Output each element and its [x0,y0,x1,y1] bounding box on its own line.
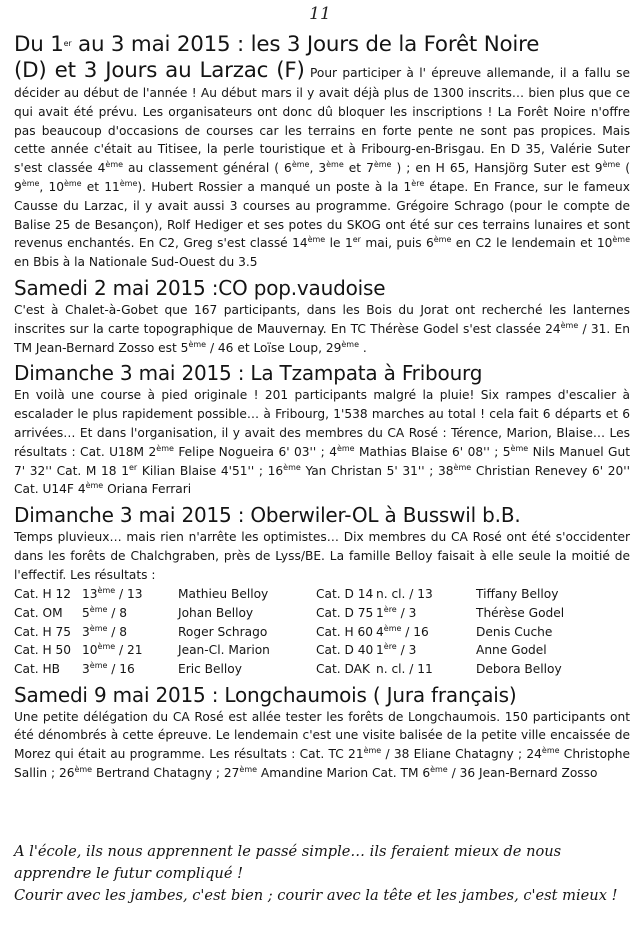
ordinal-suffix: ère [383,604,397,614]
text-run: et 7 [343,161,374,176]
table-cell [316,660,376,679]
text-run: le 1 [325,236,353,251]
section-title-co-pop-vaudoise: Samedi 2 mai 2015 :CO pop.vaudoise [14,275,386,300]
text-run: Pour participer à l' épreuve allemande, il a fallu se décider au début de l'année ! Au début mars il y avait déjà plus de 1300 inscrits… bien plus que ce qui avait été prévu. Les organisateurs ont donc dû bloquer les inscriptions ! La Forêt Noire n'offre pas beaucoup d'occasions de courses car les terrains en forte pente ne sont pas propices. Mais cette année c'était au Titisee, la perle touristique et à Fribourg-en-Brisgau. En D 35, Valérie Suter s'est classée 4 [14,66,630,176]
text-run: C'est à Chalet-à-Gobet que 167 participants, dans les Bois du Jorat ont recherché les lanternes inscrites sur la carte topographique de Mauvernay. En TC Thérèse Godel s'est classée 24 [14,302,630,336]
table-row [14,622,564,641]
section-body-longchaumois [14,708,630,783]
text-run: ( 9 [14,161,630,194]
results-table [14,585,564,679]
ordinal-suffix: ème [63,178,82,188]
cell-text: Cat. H 60 [316,624,374,639]
table-cell [14,660,82,679]
ordinal-suffix: ère [411,178,425,188]
ordinal-suffix: ème [307,235,326,245]
ordinal-suffix: ème [363,746,382,756]
table-cell [476,622,564,641]
ordinal-suffix: ème [97,585,116,595]
table-cell [376,585,476,604]
ordinal-suffix: ème [326,160,344,170]
title-sup: er [63,39,72,48]
cell-text: / 8 [107,605,128,620]
cell-text: Anne Godel [476,643,547,658]
ordinal-suffix: ème [373,160,392,170]
cell-text: Cat. D 14 [316,586,374,601]
text-run: en Bbis à la Nationale Sud-Ouest du 3.5 [14,255,258,270]
ordinal-suffix: ème [188,339,207,349]
cell-text: n. cl. [376,586,406,601]
ordinal-suffix: ème [541,746,560,756]
ordinal-suffix: ème [89,604,108,614]
table-cell [82,585,178,604]
ordinal-suffix: ème [156,443,174,453]
cell-text: Cat. DAK [316,662,371,677]
text-run: , 10 [39,179,64,194]
ordinal-suffix: er [128,462,138,472]
cell-text: / 11 [405,662,433,677]
cell-text: Thérèse Godel [476,605,565,620]
table-cell [14,603,82,622]
cell-text: 3 [82,624,90,639]
body-text [14,710,630,780]
page-number: 11 [309,4,331,24]
section-title-tzampata: Dimanche 3 mai 2015 : La Tzampata à Fribourg [14,361,483,386]
ordinal-suffix: ème [510,443,529,453]
ordinal-suffix: ème [89,661,108,671]
ordinal-suffix: ème [105,160,124,170]
text-run: Kilian Blaise 4'51'' ; 16 [137,463,284,478]
title-part: Du 1 [14,32,64,57]
table-cell [14,622,82,641]
text-run: Yan Christan 5' 31'' ; 38 [300,463,454,478]
cell-text: Denis Cuche [476,624,553,639]
text-run: , 3 [309,161,327,176]
text-run: Bertrand Chatagny ; 27 [92,765,240,780]
cell-text: Cat. H 75 [14,624,72,639]
text-run: / 46 et Loïse Loup, 29 [206,340,342,355]
body-text [14,303,630,355]
table-row [14,641,564,660]
section-title-larzac: (D) et 3 Jours au Larzac (F) [14,58,305,83]
text-run: Christian Renevey 6' 20'' Cat. U14F 4 [14,463,630,497]
text-run: / 38 Eliane Chatagny ; 24 [381,747,542,762]
table-cell [476,660,564,679]
text-run: étape. En France, sur le fameux Causse du Larzac, il y avait aussi 3 courses au programme. Grégoire Schrago (pour le compte de Balise 25 de Besançon), Rolf Hediger et ses potes du SKOG ont été sur ces terrains lunaires et sont revenus enchantés. En C2, Greg s'est classé 14 [14,179,630,251]
ordinal-suffix: ère [383,642,397,652]
table-cell [476,641,564,660]
body-text [14,388,630,496]
cell-text: Cat. H 50 [14,643,72,658]
table-cell [14,641,82,660]
cell-text: 5 [82,605,90,620]
section-title-black-forest [14,32,630,58]
cell-text: / 16 [107,662,135,677]
text-run: / 36 Jean-Bernard Zosso [447,765,598,780]
section-body-black-forest [14,58,630,272]
text-run: mai, puis 6 [360,236,434,251]
ordinal-suffix: ème [602,160,621,170]
cell-text: / 3 [396,605,417,620]
section-body-co-pop-vaudoise [14,301,630,357]
text-run: . [359,340,367,355]
text-run: Felipe Nogueira 6' 03'' ; 4 [173,444,337,459]
article-content [14,32,630,783]
table-row [14,660,564,679]
ordinal-suffix: ème [89,623,108,633]
text-run: et 11 [81,179,120,194]
text-run: Une petite délégation du CA Rosé est allée tester les forêts de Longchaumois. 150 participants ont été dénombrés à cette épreuve. Le lendemain c'est une visite balisée de la petite ville encaissée de Morez qui était au programme. Les résultats : Cat. TC 21 [14,709,630,762]
section-body-tzampata [14,386,630,499]
table-cell [316,585,376,604]
ordinal-suffix: ème [74,764,93,774]
ordinal-suffix: ème [239,764,258,774]
text-run: Amandine Marion Cat. TM 6 [257,765,431,780]
cell-text: / 21 [115,643,143,658]
ordinal-suffix: ème [85,481,104,491]
quote-line: Courir avec les jambes, c'est bien ; courir avec la tête et les jambes, c'est mieux ! [14,887,618,904]
text-run: En voilà une course à pied originale ! 201 participants malgré la pluie! Six rampes d'escalier à escalader le plus rapidement possible… à Fribourg, 1'538 marches au total ! cela fait 6 départs et 6 arrivées… Et dans l'organisation, il y avait des membres du CA Rosé : Térence, Marion, Blaise… Les résultats : Cat. U18M 2 [14,388,630,459]
text-run: Mathias Blaise 6' 08'' ; 5 [354,444,511,459]
cell-text: Cat. H 12 [14,586,72,601]
cell-text: Roger Schrago [178,624,268,639]
ordinal-suffix: er [352,235,361,245]
cell-text: / 13 [405,586,433,601]
ordinal-suffix: ème [291,160,310,170]
quote-line: apprendre le futur compliqué ! [14,865,243,882]
ordinal-suffix: ème [560,320,579,330]
cell-text: Cat. OM [14,605,63,620]
closing-quote [14,841,630,907]
text-run: ) ; en H 65, Hansjörg Suter est 9 [391,161,603,176]
table-cell [316,622,376,641]
table-cell [376,641,476,660]
cell-text: n. cl. [376,662,406,677]
table-cell [316,641,376,660]
table-cell [82,622,178,641]
cell-text: Mathieu Belloy [178,586,269,601]
cell-text: Debora Belloy [476,662,562,677]
cell-text: 1 [376,605,384,620]
title-part: au 3 mai 2015 : les 3 Jours de la Forêt Noire [71,32,540,57]
text-run: ). Hubert Rossier a manqué un poste à la 1 [137,179,412,194]
table-cell [82,603,178,622]
table-cell [376,660,476,679]
table-cell [82,641,178,660]
cell-text: Cat. D 75 [316,605,374,620]
ordinal-suffix: ème [336,443,355,453]
table-cell [376,603,476,622]
cell-text: 10 [82,643,98,658]
text-run: en C2 le lendemain et 10 [451,236,613,251]
table-cell [476,603,564,622]
section-title-oberwiler: Dimanche 3 mai 2015 : Oberwiler-OL à Busswil b.B. [14,503,521,528]
cell-text: Johan Belloy [178,605,254,620]
cell-text: Tiffany Belloy [476,586,559,601]
table-cell [178,585,316,604]
table-cell [376,622,476,641]
section-title-longchaumois: Samedi 9 mai 2015 : Longchaumois ( Jura français) [14,682,517,707]
ordinal-suffix: ème [383,623,402,633]
text-run: Oriana Ferrari [103,482,192,497]
ordinal-suffix: ème [341,339,359,349]
section-body-oberwiler: Temps pluvieux… mais rien n'arrête les optimistes… Dix membres du CA Rosé ont été s'occidenter dans les forêts de Chalchgraben, près de Lyss/BE. La famille Belloy faisait à elle seule la moitié de l'effectif. Les résultats : [14,530,630,582]
cell-text: Jean-Cl. Marion [178,643,270,658]
ordinal-suffix: ème [433,235,452,245]
ordinal-suffix: ème [430,764,448,774]
cell-text: / 3 [396,643,417,658]
cell-text: 3 [82,662,90,677]
cell-text: Cat. D 40 [316,643,374,658]
ordinal-suffix: ème [21,178,40,188]
cell-text: 1 [376,643,384,658]
cell-text: 4 [376,624,384,639]
ordinal-suffix: ème [119,178,138,188]
table-cell [316,603,376,622]
table-cell [178,622,316,641]
text-run: au classement général ( 6 [123,161,292,176]
table-cell [476,585,564,604]
text-run: Christophe Sallin ; 26 [14,747,630,780]
table-cell [178,641,316,660]
table-cell [178,660,316,679]
ordinal-suffix: ème [453,462,472,472]
body-text [14,66,630,269]
table-cell [178,603,316,622]
cell-text: / 16 [401,624,429,639]
ordinal-suffix: ème [612,235,630,245]
table-cell [14,585,82,604]
cell-text: / 8 [107,624,128,639]
ordinal-suffix: ème [283,462,301,472]
ordinal-suffix: ème [97,642,116,652]
table-row [14,585,564,604]
quote-line: A l'école, ils nous apprennent le passé simple… ils feraient mieux de nous [14,843,562,860]
table-row [14,603,564,622]
cell-text: Eric Belloy [178,662,242,677]
cell-text: 13 [82,586,98,601]
cell-text: / 13 [115,586,143,601]
cell-text: Cat. HB [14,662,61,677]
text-run: Nils Manuel Gut 7' 32'' Cat. M 18 1 [14,444,631,478]
table-cell [82,660,178,679]
text-run: / 31. En TM Jean-Bernard Zosso est 5 [14,321,630,355]
